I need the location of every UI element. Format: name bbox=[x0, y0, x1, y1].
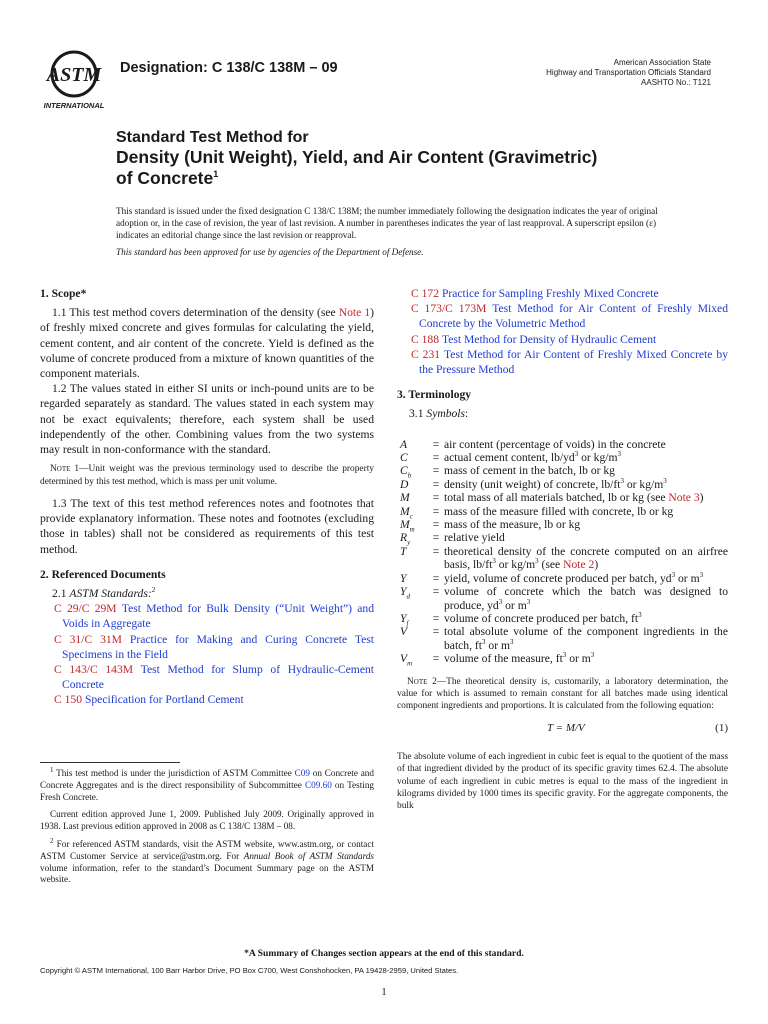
title-line-2: Density (Unit Weight), Yield, and Air Content (Gravimetric) bbox=[116, 147, 598, 167]
symbol-row: $M_m$ = mass of the measure, lb or kg bbox=[400, 518, 581, 534]
right-column bbox=[397, 286, 728, 813]
symbols-table bbox=[400, 438, 728, 666]
logo-text: ASTM bbox=[46, 64, 102, 86]
symbol-row: $M_c$ = mass of the measure filled with concrete, lb or kg bbox=[400, 504, 674, 520]
org-line: Highway and Transportation Officials Standard bbox=[546, 68, 711, 77]
title-footnote-mark: 1 bbox=[213, 169, 219, 180]
symbol-row: V = total absolute volume of the component ingredients in the batch, $ft^3$ or $m^3$ bbox=[400, 625, 728, 652]
subcommittee-link[interactable]: C09.60 bbox=[304, 779, 332, 790]
footnote-2: $^2$ For referenced ASTM standards, visit the ASTM website, www.astm.org, or contact ASTM Customer Service at service@astm.org. For Annual Book of ASTM Standards volume information, refer to the standard’s Document Summary page on the ASTM website. bbox=[40, 836, 374, 885]
paragraph-1-3: 1.3 The text of this test method references notes and footnotes that provide explanatory information. These notes and footnotes (excluding those in tables) shall not be considered as requirements of this test method. bbox=[40, 497, 374, 556]
astm-standards-subheading: 2.1 ASTM Standards:$^2$ bbox=[52, 586, 156, 601]
symbol-row: A = air content (percentage of voids) in the concrete bbox=[400, 437, 666, 451]
copyright: Copyright © ASTM International, 100 Barr Harbor Drive, PO Box C700, West Conshohocken, PA 19428-2959, United States. bbox=[40, 966, 459, 975]
org-line: AASHTO No.: T121 bbox=[641, 78, 711, 87]
equation-text: T = M/V bbox=[547, 721, 585, 734]
reference-item[interactable]: C 143/C 143M Test Method for Slump of Hydraulic-Cement Concrete bbox=[54, 663, 374, 692]
symbol-row: T = theoretical density of the concrete computed on an airfree basis, $lb/ft^3$ or $kg/m^3$ (see Note 2) bbox=[400, 544, 728, 572]
absolute-volume-paragraph: The absolute volume of each ingredient in cubic feet is equal to the quotient of the mass of that ingredient divided by the product of its specific gravity times 62.4. The absolute volume of each ingredient in cubic metres is equal to the mass of the ingredient in kilograms divided by 1000 times its specific gravity. For the aggregate components, the bulk bbox=[397, 751, 728, 812]
section-heading-referenced-documents: 2. Referenced Documents bbox=[40, 567, 166, 581]
summary-note: *A Summary of Changes section appears at the end of this standard. bbox=[244, 948, 524, 959]
symbol-row: Y = yield, volume of concrete produced per batch, $yd^3$ or $m^3$ bbox=[400, 570, 704, 585]
equation-1 bbox=[397, 721, 728, 737]
equation-number: (1) bbox=[715, 721, 728, 734]
paragraph-1-2: 1.2 The values stated in either SI units or inch-pound units are to be regarded separately as standard. The values stated in each system may not be exact equivalents; therefore, each system shall be used independently of the other. Combining values from the two systems may result in non-conformance with the standard. bbox=[40, 382, 374, 457]
reference-list-right bbox=[397, 286, 728, 377]
symbol-row: $C_b$ = mass of cement in the batch, lb or kg bbox=[400, 464, 615, 480]
designation: Designation: C 138/C 138M – 09 bbox=[120, 60, 338, 76]
symbols-subheading: 3.1 Symbols: bbox=[409, 407, 469, 421]
paragraph-1-1: 1.1 This test method covers determination of the density (see Note 1) of freshly mixed concrete and gives formulas for calculating the yield, cement content, and air content of the concrete. Yield is defined as the volume of concrete produced from a mixture of known quantities of the component materials. bbox=[40, 306, 374, 381]
note-2: Note 2—The theoretical density is, customarily, a laboratory determination, the value for which is assumed to remain constant for all batches made using identical component ingredients and proportions. It is calculated from the following equation: bbox=[397, 676, 728, 712]
reference-item[interactable]: C 31/C 31M Practice for Making and Curing Concrete Test Specimens in the Field bbox=[54, 632, 374, 661]
symbol-row: D = density (unit weight) of concrete, $lb/ft^3$ or $kg/m^3$ bbox=[400, 476, 667, 491]
symbol-row: M = total mass of all materials batched, lb or kg (see Note 3) bbox=[400, 491, 704, 505]
issued-statement: This standard is issued under the fixed designation C 138/C 138M; the number immediately following the designation indicates the year of original adoption or, in the case of revision, the year of last revision. A number in parentheses indicates the year of last reapproval. A superscript epsilon (ε) indicates an editorial change since the last revision or reapproval. bbox=[116, 206, 658, 240]
title-line-1: Standard Test Method for bbox=[116, 129, 309, 146]
title-line-3: of Concrete$^1$ bbox=[116, 168, 219, 188]
reference-item[interactable]: C 172 Practice for Sampling Freshly Mixed Concrete bbox=[411, 287, 659, 300]
section-heading-terminology: 3. Terminology bbox=[397, 388, 472, 402]
reference-item[interactable]: C 29/C 29M Test Method for Bulk Density (“Unit Weight”) and Voids in Aggregate bbox=[54, 602, 374, 631]
symbol-row: $Y_f$ = volume of concrete produced per batch, $ft^3$ bbox=[400, 611, 642, 628]
note-1-link[interactable]: Note 1 bbox=[338, 306, 371, 320]
reference-list-left bbox=[40, 601, 374, 707]
footnotes bbox=[40, 765, 375, 892]
symbol-row: $R_y$ = relative yield bbox=[400, 531, 505, 547]
committee-link[interactable]: C09 bbox=[294, 768, 310, 778]
note-2-link[interactable]: Note 2 bbox=[563, 558, 595, 572]
page-number: 1 bbox=[381, 986, 387, 998]
org-line: American Association State bbox=[613, 58, 711, 67]
footnote-rule bbox=[40, 762, 180, 763]
reference-item[interactable]: C 188 Test Method for Density of Hydraulic Cement bbox=[411, 332, 657, 346]
approval-statement: This standard has been approved for use by agencies of the Department of Defense. bbox=[116, 247, 424, 257]
reference-item[interactable]: C 150 Specification for Portland Cement bbox=[54, 693, 244, 707]
document-title bbox=[116, 128, 676, 189]
footnote-1: $^1$ This test method is under the jurisdiction of ASTM Committee C09 on Concrete and Concrete Aggregates and is the direct responsibility of Subcommittee C09.60 on Testing Fresh Concrete. bbox=[40, 765, 375, 802]
reference-item[interactable]: C 231 Test Method for Air Content of Freshly Mixed Concrete by the Pressure Method bbox=[411, 347, 728, 377]
reference-item[interactable]: C 173/C 173M Test Method for Air Content of Freshly Mixed Concrete by the Volumetric Method bbox=[411, 302, 728, 331]
symbol-row: C = actual cement content, $lb/yd^3$ or $kg/m^3$ bbox=[400, 450, 621, 465]
logo-sub: INTERNATIONAL bbox=[43, 101, 105, 110]
footnote-edition: Current edition approved June 1, 2009. Published July 2009. Originally approved in 1938. Last previous edition approved in 2008 as C 138/C 138M – 08. bbox=[40, 809, 374, 832]
symbol-row: $Y_d$ = volume of concrete which the batch was designed to produce, $yd^3$ or $m^3$ bbox=[400, 585, 728, 612]
section-heading-scope: 1. Scope* bbox=[40, 287, 87, 300]
symbol-row: $V_m$ = volume of the measure, $ft^3$ or $m^3$ bbox=[400, 651, 595, 668]
astm-logo bbox=[40, 48, 112, 112]
left-column bbox=[40, 286, 374, 708]
note-3-link[interactable]: Note 3 bbox=[668, 491, 700, 505]
org-block bbox=[451, 58, 711, 88]
note-1: Note 1—Unit weight was the previous terminology used to describe the property determined by this test method, which is mass per unit volume. bbox=[40, 464, 374, 487]
